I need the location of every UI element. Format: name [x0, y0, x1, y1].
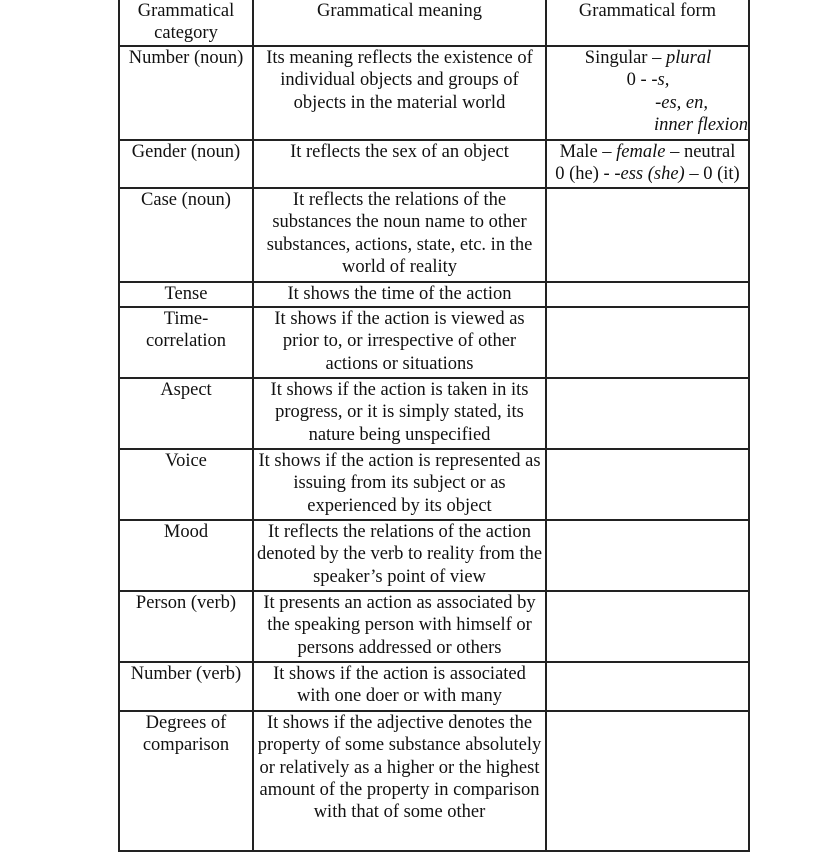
header-meaning: Grammatical meaning: [253, 0, 546, 46]
table-row: [119, 591, 749, 662]
category-cell: Voice: [119, 449, 253, 520]
category-cell: Number (noun): [119, 46, 253, 140]
table-row: [119, 46, 749, 140]
category-cell: Person (verb): [119, 591, 253, 662]
table-row: [119, 449, 749, 520]
grammatical-categories-table: [118, 0, 750, 852]
table-row: [119, 662, 749, 711]
category-cell: Tense: [119, 282, 253, 307]
meaning-cell: It shows if the action is taken in its progress, or it is simply stated, its nature being unspecified: [253, 378, 546, 449]
category-cell: Mood: [119, 520, 253, 591]
meaning-cell: It reflects the relations of the action denoted by the verb to reality from the speaker’s point of view: [253, 520, 546, 591]
category-cell: Gender (noun): [119, 140, 253, 188]
table-row: [119, 520, 749, 591]
meaning-cell: It shows if the action is associated with one doer or with many: [253, 662, 546, 711]
category-cell: Aspect: [119, 378, 253, 449]
meaning-cell: It shows if the action is viewed as prior to, or irrespective of other actions or situations: [253, 307, 546, 378]
form-line: Singular – plural: [584, 48, 712, 68]
table-row: [119, 282, 749, 307]
meaning-cell: It presents an action as associated by the speaking person with himself or persons addressed or others: [253, 591, 546, 662]
category-cell: Degrees of comparison: [119, 711, 253, 851]
form-line: 0 - -s,: [626, 70, 670, 91]
meaning-cell: It reflects the sex of an object: [253, 140, 546, 188]
form-line: 0 (he) - -ess (she) – 0 (it): [555, 164, 740, 185]
table-row: [119, 307, 749, 378]
form-cell: [546, 188, 749, 282]
table-row: [119, 188, 749, 282]
form-line: inner flexion: [653, 114, 748, 135]
table-row: [119, 711, 749, 851]
form-cell: [546, 591, 749, 662]
table-row: [119, 140, 749, 188]
form-cell: [546, 307, 749, 378]
form-cell: [546, 378, 749, 449]
header-form: Grammatical form: [546, 0, 749, 46]
category-cell: Time- correlation: [119, 307, 253, 378]
form-cell: [546, 520, 749, 591]
header-category: Grammatical category: [119, 0, 253, 46]
meaning-cell: Its meaning reflects the existence of individual objects and groups of objects in the material world: [253, 46, 546, 140]
category-cell: Number (verb): [119, 662, 253, 711]
form-cell: [546, 711, 749, 851]
meaning-cell: It shows if the action is represented as issuing from its subject or as experienced by its object: [253, 449, 546, 520]
meaning-cell: It reflects the relations of the substances the noun name to other substances, actions, state, etc. in the world of reality: [253, 188, 546, 282]
meaning-cell: It shows if the adjective denotes the property of some substance absolutely or relatively as a higher or the highest amount of the property in comparison with that of some other: [253, 711, 546, 851]
form-cell: [546, 140, 749, 188]
form-line: -es, en,: [655, 92, 708, 113]
form-cell: [546, 282, 749, 307]
form-cell: [546, 662, 749, 711]
meaning-cell: It shows the time of the action: [253, 282, 546, 307]
form-line: Male – female – neutral: [559, 142, 736, 162]
table-row: [119, 378, 749, 449]
header-row: [119, 0, 749, 46]
form-cell: [546, 46, 749, 140]
category-cell: Case (noun): [119, 188, 253, 282]
form-cell: [546, 449, 749, 520]
